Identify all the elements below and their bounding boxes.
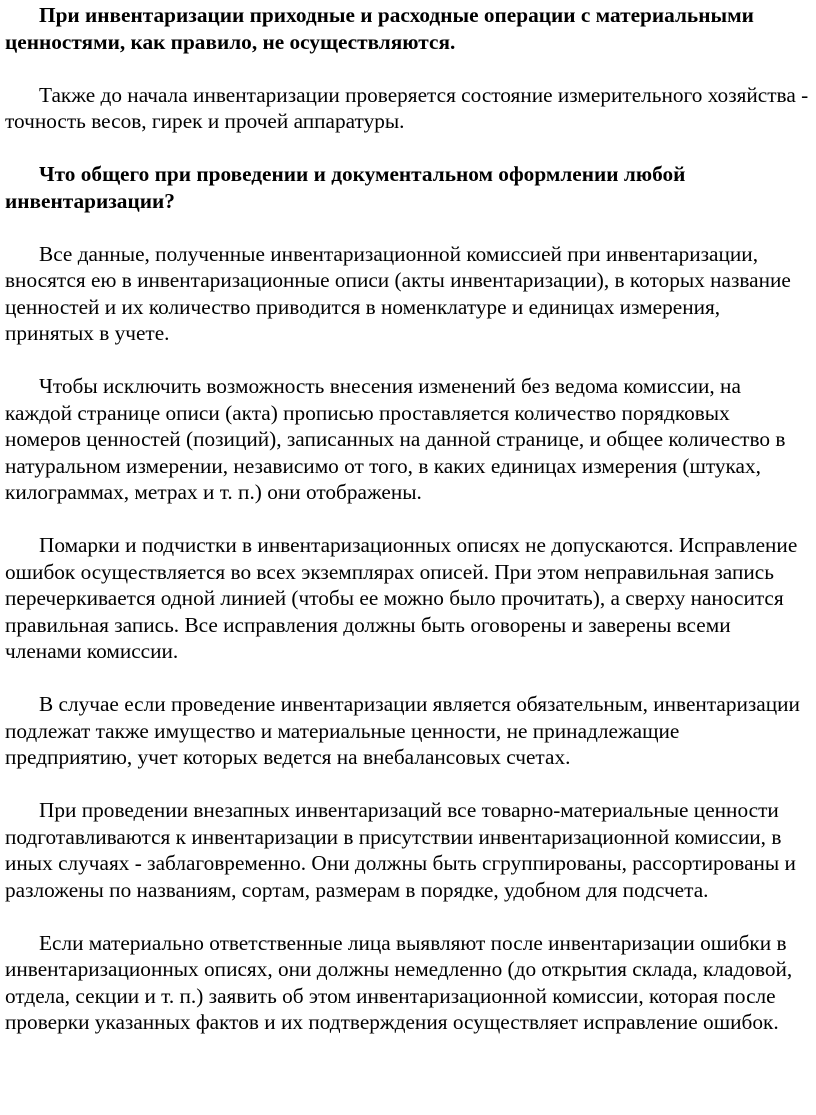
paragraph-off-balance: В случае если проведение инвентаризации является обязательным, инвентаризации подлежат также имущество и материальные ценности, не принадлежащие предприятию, учет которых ведется на внебалансовых счетах.: [5, 692, 800, 769]
paragraph-measuring-equipment: Также до начала инвентаризации проверяется состояние измерительного хозяйства - точность весов, гирек и прочей аппаратуры.: [5, 82, 809, 133]
paragraph-inventory-lists: Все данные, полученные инвентаризационной комиссией при инвентаризации, вносятся ею в инвентаризационные описи (акты инвентаризации), в которых название ценностей и их количество приводится в номенклатуре и единицах измерения, принятых в учете.: [5, 241, 791, 345]
paragraph-corrections: Помарки и подчистки в инвентаризационных описях не допускаются. Исправление ошибок осуществляется во всех экземплярах описей. При этом неправильная запись перечеркивается одной линией (чтобы ее можно было прочитать), а сверху наносится правильная запись. Все исправления должны быть оговорены и заверены всеми членами комиссии.: [5, 533, 798, 663]
paragraph-heading-no-operations: При инвентаризации приходные и расходные операции с материальными ценностями, как правило, не осуществляются.: [5, 3, 754, 54]
paragraph-question-heading: Что общего при проведении и документальном оформлении любой инвентаризации?: [5, 162, 686, 213]
paragraph-error-reporting: Если материально ответственные лица выявляют после инвентаризации ошибки в инвентаризационных описях, они должны немедленно (до открытия склада, кладовой, отдела, секции и т. п.) заявить об этом инвентаризационной комиссии, которая после проверки указанных фактов и их подтверждения осуществляет исправление ошибок.: [5, 930, 793, 1034]
paragraph-page-numbering: Чтобы исключить возможность внесения изменений без ведома комиссии, на каждой странице описи (акта) прописью проставляется количество порядковых номеров ценностей (позиций), записанных на данной странице, и общее количество в натуральном измерении, независимо от того, в каких единицах измерения (штуках, килограммах, метрах и т. п.) они отображены.: [5, 374, 786, 504]
paragraph-sudden-inventory: При проведении внезапных инвентаризаций все товарно-материальные ценности подготавливаются к инвентаризации в присутствии инвентаризационной комиссии, в иных случаях - заблаговременно. Они должны быть сгруппированы, рассортированы и разложены по названиям, сортам, размерам в порядке, удобном для подсчета.: [5, 798, 796, 902]
document-page: [5, 2, 811, 1062]
